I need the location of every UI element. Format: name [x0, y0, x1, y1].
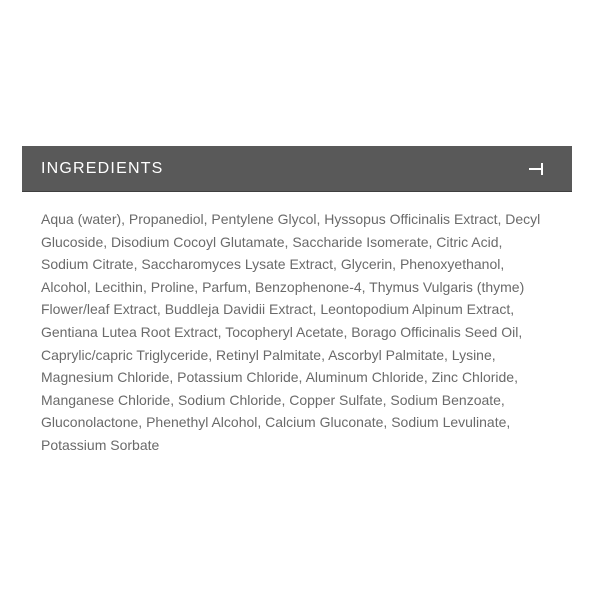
minus-icon	[528, 161, 544, 177]
collapse-toggle-button[interactable]	[528, 161, 544, 177]
ingredients-accordion-body	[22, 192, 572, 457]
ingredients-accordion	[22, 146, 572, 457]
ingredients-list-text: Aqua (water), Propanediol, Pentylene Glycol, Hyssopus Officinalis Extract, Decyl Glucoside, Disodium Cocoyl Glutamate, Saccharide Isomerate, Citric Acid, Sodium Citrate, Saccharomyces Lysate Extract, Glycerin, Phenoxyethanol, Alcohol, Lecithin, Proline, Parfum, Benzophenone-4, Thymus Vulgaris (thyme) Flower/leaf Extract, Buddleja Davidii Extract, Leontopodium Alpinum Extract, Gentiana Lutea Root Extract, Tocopheryl Acetate, Borago Officinalis Seed Oil, Caprylic/capric Triglyceride, Retinyl Palmitate, Ascorbyl Palmitate, Lysine, Magnesium Chloride, Potassium Chloride, Aluminum Chloride, Zinc Chloride, Manganese Chloride, Sodium Chloride, Copper Sulfate, Sodium Benzoate, Gluconolactone, Phenethyl Alcohol, Calcium Gluconate, Sodium Levulinate, Potassium Sorbate	[41, 211, 541, 453]
ingredients-title: INGREDIENTS	[41, 159, 164, 177]
ingredients-accordion-header[interactable]	[22, 146, 572, 192]
